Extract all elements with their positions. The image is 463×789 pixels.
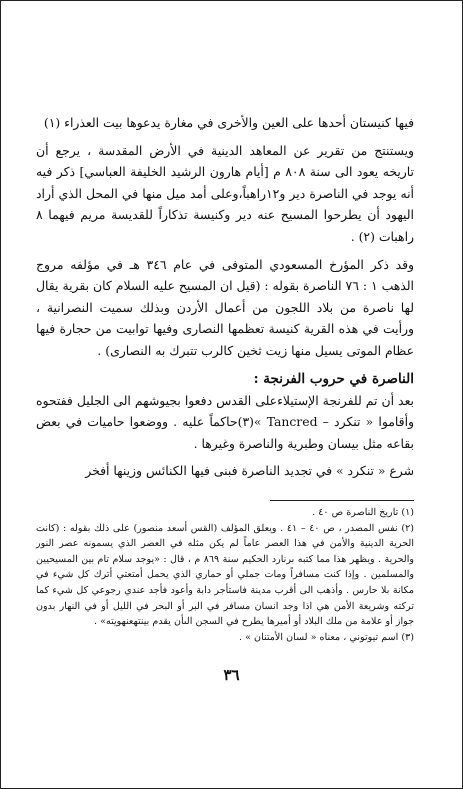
main-text <box>36 112 414 482</box>
paragraph-monasteries: ويستنتج من تقرير عن المعاهد الدينية في الأرض المقدسة ، يرجع أن تاريخه يعود الى سنة ٨٠٨ م [أيام هارون الرشيد الخليفة العباسي] ذكر فيه أنه يوجد في الناصرة دير و١٢راهباً،وعلى أمد ميل منها في المحل الذي أراد اليهود أن يطرحوا المسيح عنه دير وكنيسة تذكاراً للقديسة مريم فيهما ٨ راهبات (٢) . <box>36 142 414 244</box>
section-heading: الناصرة في حروب الفرنجة : <box>253 370 414 387</box>
footnote-3: (٣) اسم تيوتوني ، معناه « لسان الأمتنان » . <box>239 631 414 643</box>
page-number: ٣٦ <box>223 666 240 684</box>
footnote-divider <box>270 500 414 501</box>
paragraph-masudi: وقد ذكر المؤرخ المسعودي المتوفى في عام ٣٤٦ هـ في مؤلفه مروج الذهب ١ : ٧٦ الناصرة بقوله : (قيل ان المسيح عليه السلام كان بقرية يقال لها ناصرة من بلاد اللجون من أعمال الأردن وبذلك سميت النصرانية ، ورأيت في هذه القرية كنيسة تعظمها النصارى وفيها توابيت من حجارة فيها عظام الموتى يسيل منها زيت ثخين كالرب تتبرك به النصارى) . <box>36 256 414 358</box>
footnotes <box>36 505 414 645</box>
paragraph-crusaders: بعد أن تم للفرنجة الإستيلاءعلى القدس دفعوا بجيوشهم الى الجليل ففتحوه وأقاموا « تنكرد – Tancred »(٣)حاكماً عليه . ووضعوا حاميات في بعض بقاعه مثل بيسان وطبرية والناصرة وغيرها . <box>36 392 414 451</box>
paragraph-churches: فيها كنيستان أحدها على العين والأخرى في مغارة يدعوها بيت العذراء (١) <box>43 115 414 130</box>
footnote-2: (٢) نفس المصدر ، ص ٤٠ – ٤١ . ويعلق المؤلف (القس أسعد منصور) على ذلك بقوله : (كانت الحرية الدينية والأمن في هذا العصر عاماً لم يكن مثله في العصر الذي يسمونه عصر النور والحرية . ويظهر هذا مما كتبه برنارد الحكيم سنة ٨٦٩ م ، قال : «يوجد سلام تام بين المسيحيين والمسلمين . وإذا كنت مسافراً ومات جملي أو حماري الذي يحمل أمتعتي أترك كل شيء في مكانة بلا حارس . وأذهب الى أقرب مدينة فاستأجر دابة وأعود فأجد عندي رجوعي كل شيء كما تركته وشريعة الأمن هي اذا وجد انسان مسافر في البر أو البحر في الليل أو في النهار بدون جواز أو علامة من ملك البلاد أو أميرها يطرح في السجن الىأن يقدم بينتهعنهويته» . <box>36 522 414 628</box>
footnote-1: (١) تاريخ الناصرة ص ٤٠ . <box>312 507 414 518</box>
paragraph-tancred: شرع « تنكرد » في تجديد الناصرة فبنى فيها الكنائس وزينها أفخر <box>85 463 414 479</box>
